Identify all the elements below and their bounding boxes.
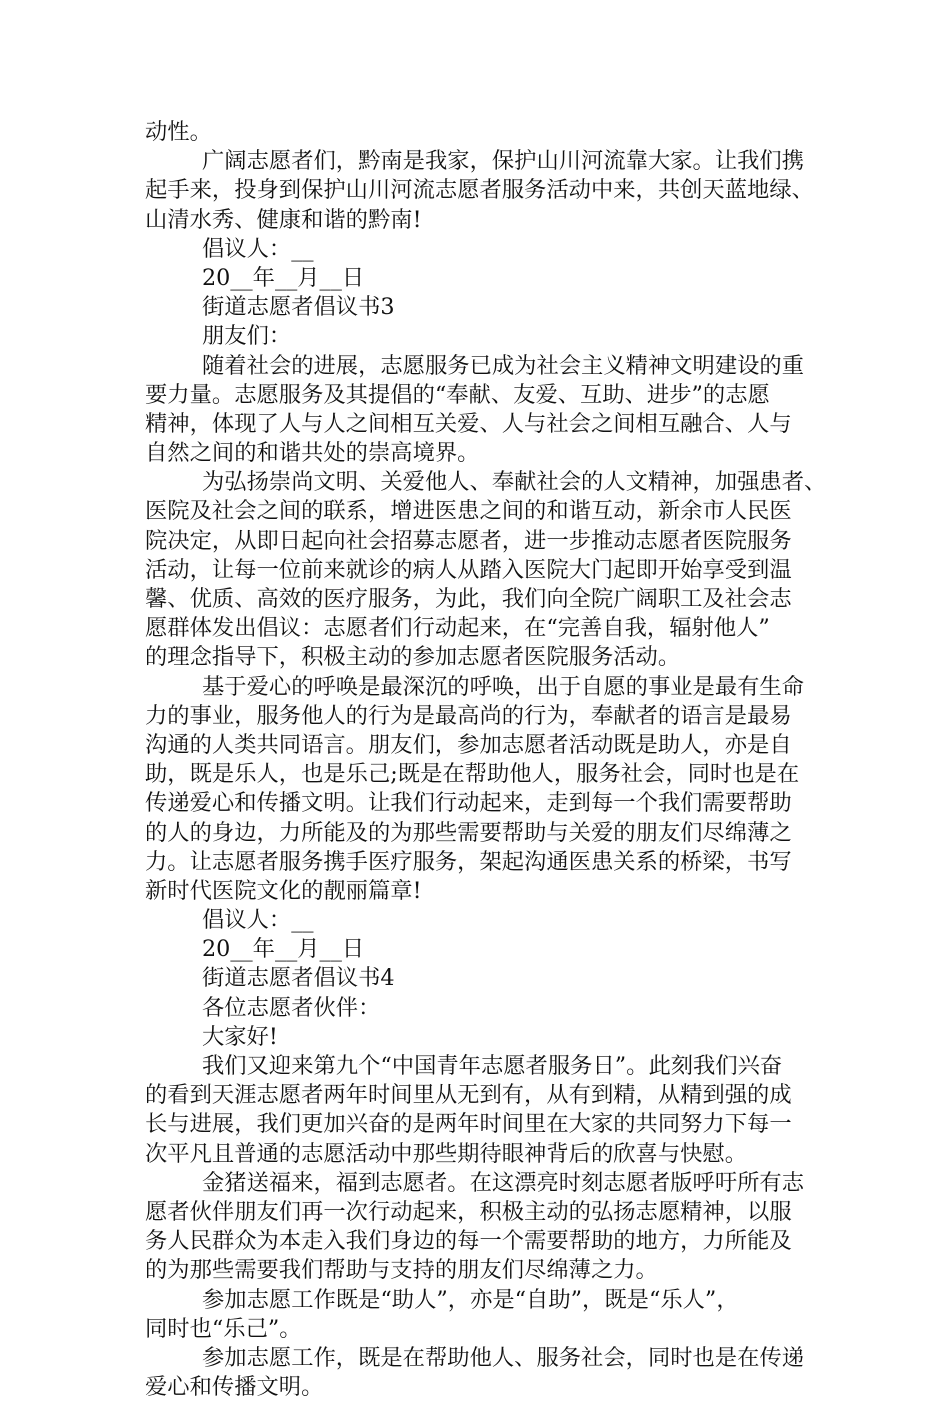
greeting: 大家好! [202, 1023, 278, 1050]
text-line: 动性。 [145, 119, 212, 145]
salutation: 朋友们： [202, 323, 292, 350]
date-line: 20__年__月__日 [202, 936, 365, 963]
section-title: 街道志愿者倡议书3 [202, 294, 395, 321]
text-line: 次平凡且普通的志愿活动中那些期待眼神背后的欣喜与快慰。 [145, 1140, 748, 1167]
text-line: 力的事业，服务他人的行为是最高尚的行为，奉献者的语言是最易 [145, 702, 792, 729]
text-line: 馨、优质、高效的医疗服务，为此，我们向全院广阔职工及社会志 [145, 586, 792, 612]
text-line: 务人民群众为本走入我们身边的每一个需要帮助的地方，力所能及 [145, 1228, 792, 1255]
text-line: 爱心和传播文明。 [145, 1374, 324, 1401]
section-title: 街道志愿者倡议书4 [202, 965, 395, 992]
text-line: 为弘扬崇尚文明、关爱他人、奉献社会的人文精神，加强患者、 [202, 469, 827, 496]
text-line: 愿者伙伴朋友们再一次行动起来，积极主动的弘扬志愿精神，以服 [145, 1198, 792, 1225]
text-line: 参加志愿工作，既是在帮助他人、服务社会，同时也是在传递 [202, 1344, 805, 1371]
text-line: 自然之间的和谐共处的崇高境界。 [145, 440, 480, 467]
text-line: 金猪送福来，福到志愿者。在这漂亮时刻志愿者版呼吁所有志 [202, 1169, 805, 1196]
text-line: 新时代医院文化的靓丽篇章! [145, 877, 422, 904]
text-line: 的理念指导下，积极主动的参加志愿者医院服务活动。 [145, 644, 681, 671]
text-line: 沟通的人类共同语言。朋友们，参加志愿者活动既是助人，亦是自 [145, 731, 792, 758]
text-line: 我们又迎来第九个“中国青年志愿者服务日”。此刻我们兴奋 [202, 1053, 783, 1079]
text-line: 长与进展，我们更加兴奋的是两年时间里在大家的共同努力下每一 [145, 1111, 792, 1138]
text-line: 山清水秀、健康和谐的黔南! [145, 206, 422, 233]
text-line: 的为那些需要我们帮助与支持的朋友们尽绵薄之力。 [145, 1257, 658, 1284]
text-line: 同时也“乐己”。 [145, 1315, 302, 1342]
text-line: 广阔志愿者们，黔南是我家，保护山川河流靠大家。让我们携 [202, 148, 805, 175]
signature-line: 倡议人：__ [202, 907, 314, 934]
text-line: 精神，体现了人与人之间相互关爱、人与社会之间相互融合、人与 [145, 410, 792, 437]
text-line: 要力量。志愿服务及其提倡的“奉献、友爱、互助、进步”的志愿 [145, 381, 770, 408]
text-line: 起手来，投身到保护山川河流志愿者服务活动中来，共创天蓝地绿、 [145, 177, 814, 204]
text-line: 的看到天涯志愿者两年时间里从无到有，从有到精，从精到强的成 [145, 1082, 792, 1109]
date-line: 20__年__月__日 [202, 264, 365, 291]
text-line: 随着社会的进展，志愿服务已成为社会主义精神文明建设的重 [202, 352, 805, 379]
text-line: 活动，让每一位前来就诊的病人从踏入医院大门起即开始享受到温 [145, 556, 792, 583]
text-line: 参加志愿工作既是“助人”，亦是“自助”，既是“乐人”， [202, 1286, 739, 1313]
text-line: 助，既是乐人，也是乐己;既是在帮助他人，服务社会，同时也是在 [145, 761, 800, 788]
text-line: 力。让志愿者服务携手医疗服务，架起沟通医患关系的桥梁，书写 [145, 848, 792, 875]
text-line: 的人的身边，力所能及的为那些需要帮助与关爱的朋友们尽绵薄之 [145, 819, 792, 846]
document-body [145, 118, 827, 1402]
signature-line: 倡议人：__ [202, 235, 314, 262]
text-line: 基于爱心的呼唤是最深沉的呼唤，出于自愿的事业是最有生命 [202, 673, 805, 700]
text-line: 院决定，从即日起向社会招募志愿者，进一步推动志愿者医院服务 [145, 527, 792, 554]
text-line: 医院及社会之间的联系，增进医患之间的和谐互动，新余市人民医 [145, 498, 792, 525]
text-line: 愿群体发出倡议：志愿者们行动起来，在“完善自我，辐射他人” [145, 615, 770, 642]
salutation: 各位志愿者伙伴： [202, 994, 381, 1021]
text-line: 传递爱心和传播文明。让我们行动起来，走到每一个我们需要帮助 [145, 790, 792, 817]
